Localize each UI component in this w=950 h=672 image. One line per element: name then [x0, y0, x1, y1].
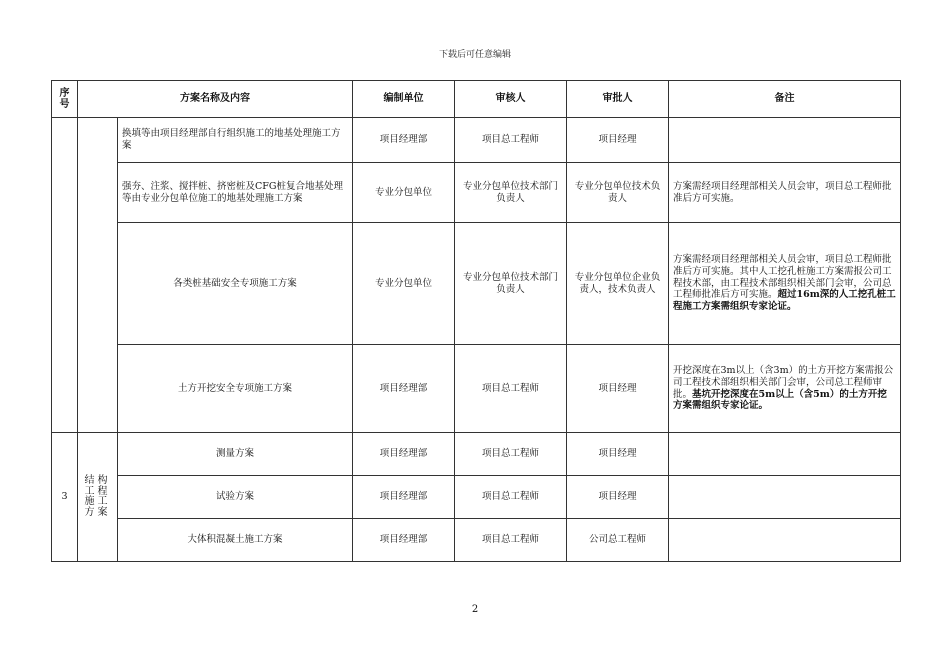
- header-preparer: 编制单位: [353, 81, 455, 118]
- reviewer-cell: 项目总工程师: [455, 345, 567, 433]
- preparer-cell: 专业分包单位: [353, 163, 455, 223]
- reviewer-cell: 项目总工程师: [455, 433, 567, 476]
- plan-cell: 土方开挖安全专项施工方案: [118, 345, 353, 433]
- table-row: [52, 476, 901, 519]
- category-label: 结构工程施工方案: [84, 475, 111, 518]
- preparer-cell: 项目经理部: [353, 519, 455, 562]
- remarks-cell: [669, 345, 901, 433]
- seq-cell-empty: [52, 118, 78, 433]
- reviewer-cell: 专业分包单位技术部门负责人: [455, 223, 567, 345]
- plan-approval-table: [51, 80, 901, 562]
- plan-cell: 测量方案: [118, 433, 353, 476]
- preparer-cell: 项目经理部: [353, 433, 455, 476]
- plan-cell: 各类桩基础安全专项施工方案: [118, 223, 353, 345]
- approver-cell: 项目经理: [567, 118, 669, 163]
- category-cell-empty: [78, 118, 118, 433]
- remarks-text: 开挖深度在3m以上（含3m）的土方开挖方案需报公司工程技术部组织相关部门会审，公司总工程师审批。: [673, 364, 894, 400]
- reviewer-cell: 专业分包单位技术部门负责人: [455, 163, 567, 223]
- header-reviewer: 审核人: [455, 81, 567, 118]
- page-number: 2: [471, 604, 479, 615]
- approver-cell: 项目经理: [567, 476, 669, 519]
- plan-cell: 强夯、注浆、搅拌桩、挤密桩及CFG桩复合地基处理等由专业分包单位施工的地基处理施工方案: [118, 163, 353, 223]
- approver-cell: 专业分包单位企业负责人，技术负责人: [567, 223, 669, 345]
- table-row: [52, 345, 901, 433]
- header-remarks: 备注: [669, 81, 901, 118]
- remarks-cell: [669, 163, 901, 223]
- table-row: [52, 223, 901, 345]
- remarks-cell: [669, 433, 901, 476]
- remarks-cell: [669, 519, 901, 562]
- approver-cell: 专业分包单位技术负责人: [567, 163, 669, 223]
- remarks-bold: 超过16m深的人工挖孔桩工程施工方案需组织专家论证。: [673, 289, 896, 313]
- reviewer-cell: 项目总工程师: [455, 519, 567, 562]
- plan-cell: 试验方案: [118, 476, 353, 519]
- header-approver: 审批人: [567, 81, 669, 118]
- approver-cell: 项目经理: [567, 345, 669, 433]
- remarks-cell: [669, 476, 901, 519]
- remarks-bold: 基坑开挖深度在5m以上（含5m）的土方开挖方案需组织专家论证。: [673, 388, 887, 412]
- preparer-cell: 项目经理部: [353, 476, 455, 519]
- plan-cell: 大体积混凝土施工方案: [118, 519, 353, 562]
- preparer-cell: 专业分包单位: [353, 223, 455, 345]
- table-row: [52, 163, 901, 223]
- remarks-cell: [669, 118, 901, 163]
- table-row: [52, 519, 901, 562]
- reviewer-cell: 项目总工程师: [455, 118, 567, 163]
- preparer-cell: 项目经理部: [353, 118, 455, 163]
- table-row: [52, 118, 901, 163]
- reviewer-cell: 项目总工程师: [455, 476, 567, 519]
- plan-cell: 换填等由项目经理部自行组织施工的地基处理施工方案: [118, 118, 353, 163]
- header-seq: 序号: [52, 81, 78, 118]
- table-header-row: [52, 81, 901, 118]
- remarks-text: 方案需经项目经理部相关人员会审，项目总工程师批准后方可实施。其中人工挖孔桩施工方案需报公司工程技术部，由工程技术部组织相关部门会审，公司总工程师批准后方可实施。: [673, 253, 892, 301]
- approver-cell: 公司总工程师: [567, 519, 669, 562]
- preparer-cell: 项目经理部: [353, 345, 455, 433]
- header-plan: 方案名称及内容: [78, 81, 353, 118]
- category-cell: [78, 433, 118, 562]
- seq-cell: 3: [52, 433, 78, 562]
- remarks-text: 方案需经项目经理部相关人员会审，项目总工程师批准后方可实施。: [673, 180, 892, 204]
- table-row: [52, 433, 901, 476]
- approver-cell: 项目经理: [567, 433, 669, 476]
- remarks-cell: [669, 223, 901, 345]
- header-note: 下载后可任意编辑: [438, 50, 511, 60]
